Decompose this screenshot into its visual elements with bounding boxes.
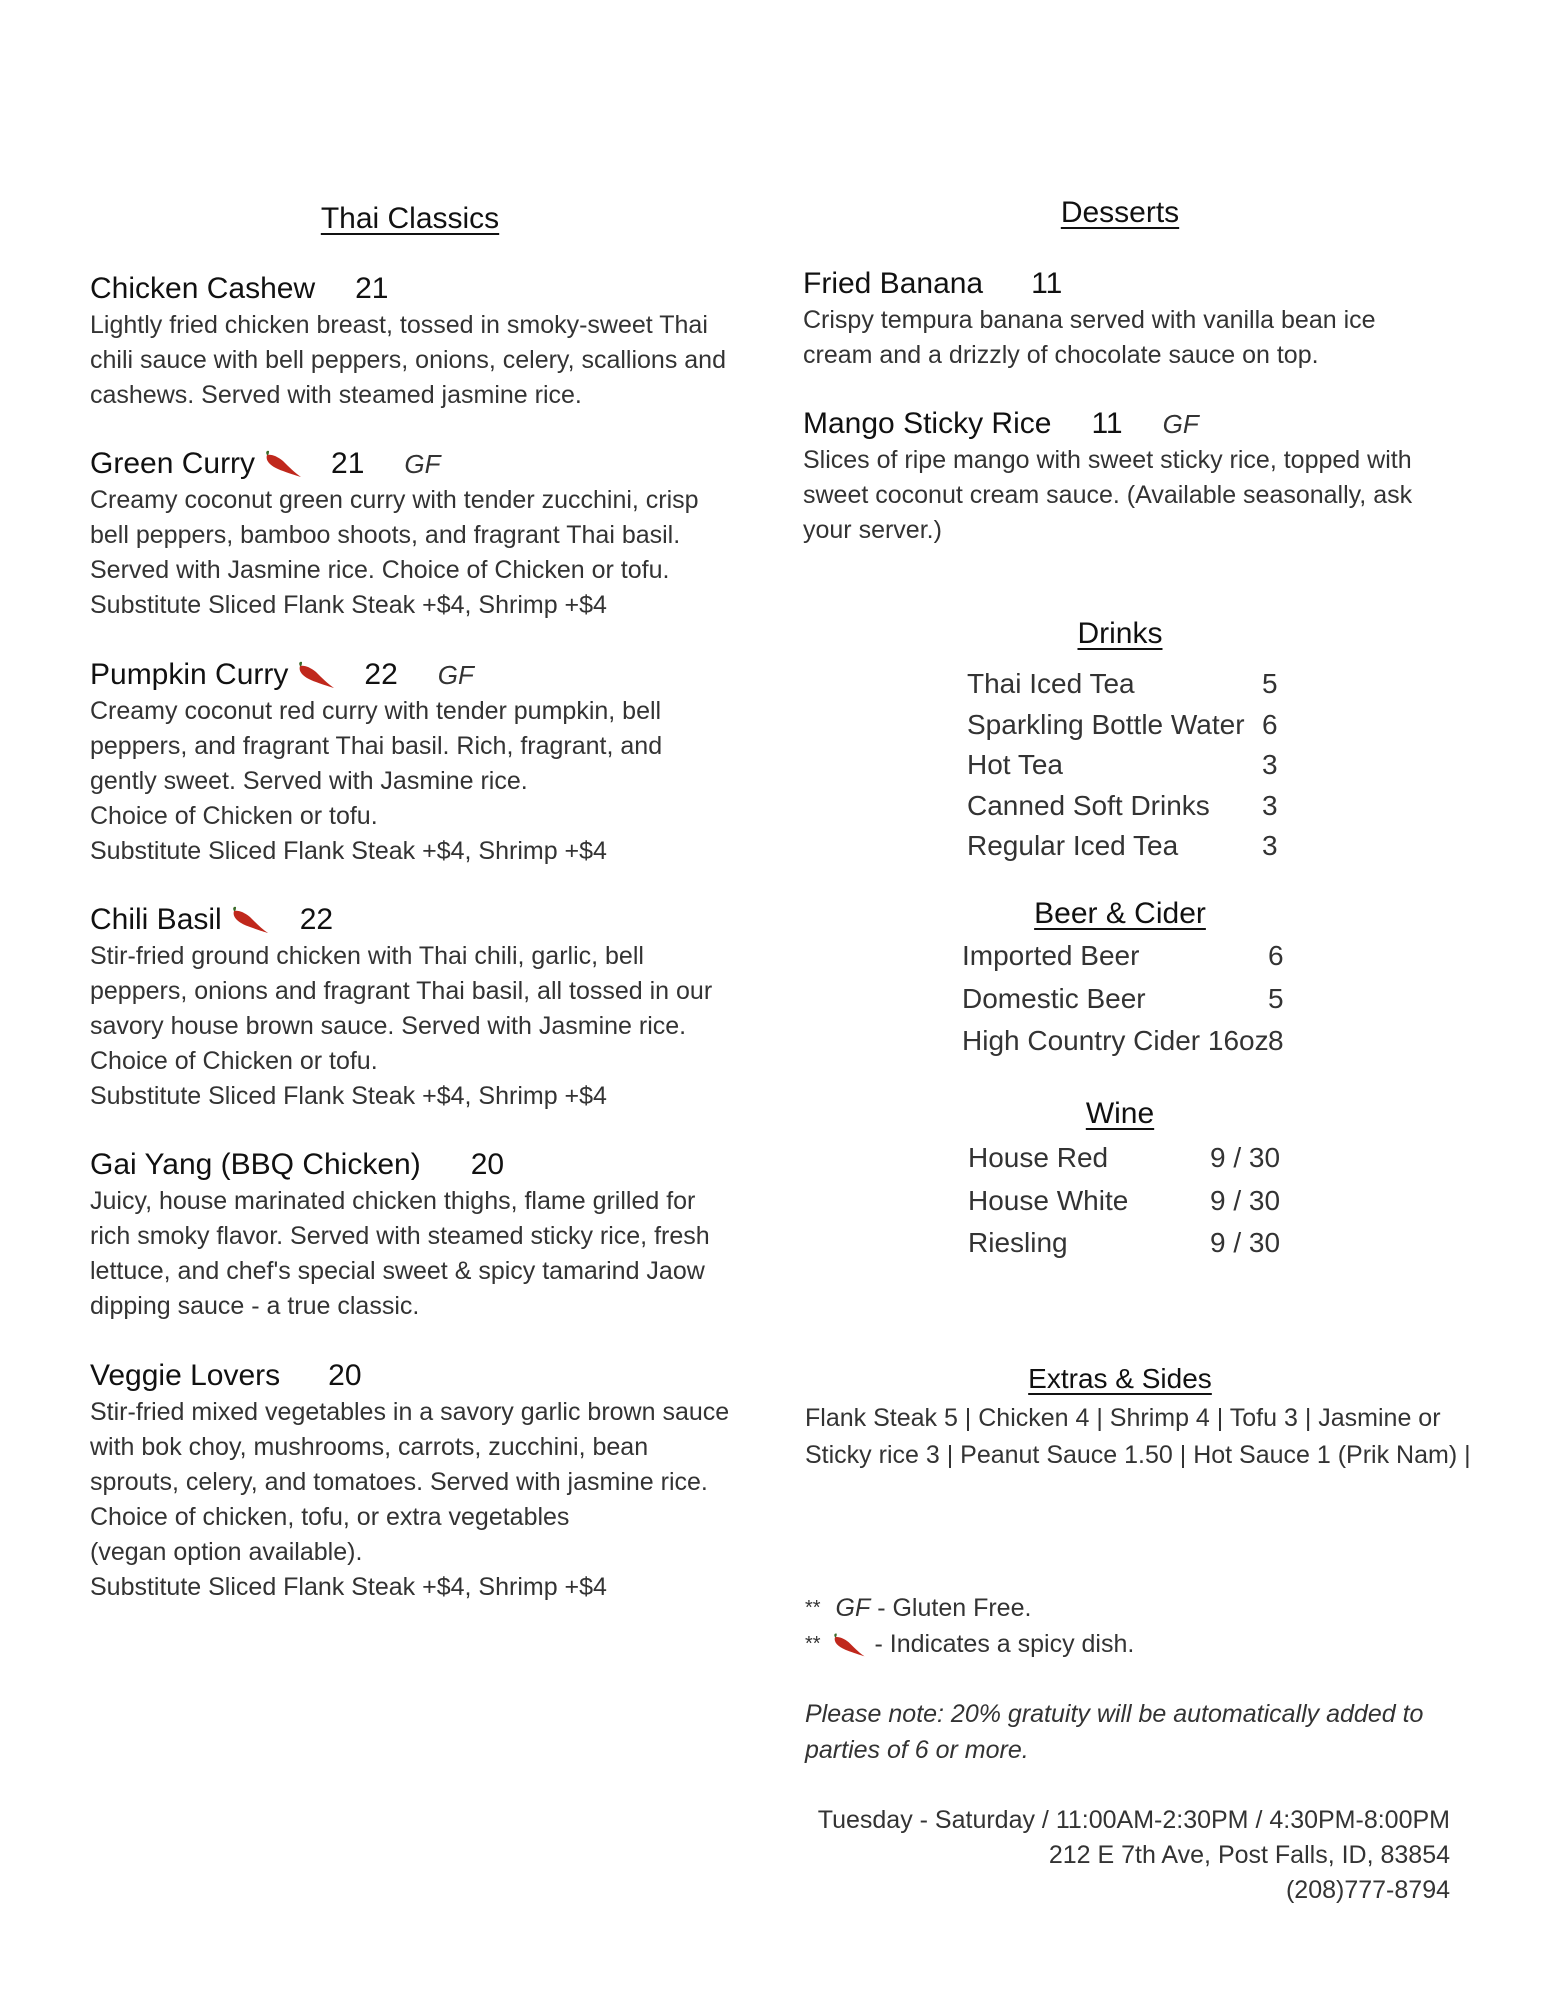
spicy-legend xyxy=(805,1626,1505,1662)
menu-item-price: 22 xyxy=(364,658,398,691)
menu-item-name: Chili Basil xyxy=(90,903,222,936)
gluten-free-badge: GF xyxy=(1162,408,1199,439)
menu-item-name: Chicken Cashew xyxy=(90,272,316,305)
chili-pepper-icon xyxy=(828,1632,868,1658)
menu-item-name: Mango Sticky Rice xyxy=(803,407,1052,440)
description-line: Creamy coconut green curry with tender zucchini, crisp xyxy=(90,486,699,514)
menu-item-name: Pumpkin Curry xyxy=(90,658,289,691)
menu-item-name: Veggie Lovers xyxy=(90,1359,281,1392)
menu-item-header xyxy=(90,270,750,308)
drinks-name: Thai Iced Tea xyxy=(967,668,1135,699)
gf-legend-text: - Gluten Free. xyxy=(877,1594,1032,1622)
drinks-name: Hot Tea xyxy=(967,749,1063,780)
beer-cider-title: Beer & Cider xyxy=(1034,897,1206,930)
beer-price: 6 xyxy=(1268,940,1284,971)
description-line: Crispy tempura banana served with vanilla bean ice xyxy=(803,306,1376,334)
description-line: Choice of chicken, tofu, or extra vegetables xyxy=(90,1503,570,1531)
gf-legend xyxy=(805,1590,1505,1626)
description-line: Served with Jasmine rice. Choice of Chicken or tofu. xyxy=(90,556,670,584)
extras-line: Sticky rice 3 | Peanut Sauce 1.50 | Hot Sauce 1 (Prik Nam) | xyxy=(805,1441,1471,1469)
menu-item-description xyxy=(90,1184,750,1324)
chili-pepper-icon xyxy=(261,449,303,479)
beer-price: 8 xyxy=(1268,1025,1284,1056)
menu-item xyxy=(803,265,1503,373)
description-line: savory house brown sauce. Served with Jasmine rice. xyxy=(90,1012,687,1040)
chili-pepper-icon xyxy=(294,660,336,690)
gluten-free-badge: GF xyxy=(437,659,474,690)
description-line: (vegan option available). xyxy=(90,1538,363,1566)
desserts-title: Desserts xyxy=(1060,196,1180,229)
description-line: Substitute Sliced Flank Steak +$4, Shrimp +$4 xyxy=(90,837,607,865)
wine-title: Wine xyxy=(1085,1097,1155,1130)
description-line: with bok choy, mushrooms, carrots, zucchini, bean xyxy=(90,1433,649,1461)
menu-item xyxy=(90,656,750,869)
menu-item-price: 22 xyxy=(299,903,334,936)
menu-item-price: 11 xyxy=(1031,267,1063,300)
menu-item-header xyxy=(90,901,750,939)
gratuity-line: Please note: 20% gratuity will be automatically added to xyxy=(805,1700,1424,1728)
drinks-name: Sparkling Bottle Water xyxy=(967,708,1245,740)
menu-item-header xyxy=(803,405,1503,443)
menu-item-name: Green Curry xyxy=(90,447,256,480)
chili-pepper-icon xyxy=(228,905,270,935)
menu-item xyxy=(90,1357,750,1605)
menu-item xyxy=(90,445,750,623)
beer-price: 5 xyxy=(1268,982,1284,1014)
description-line: Substitute Sliced Flank Steak +$4, Shrimp +$4 xyxy=(90,1573,607,1601)
description-line: Substitute Sliced Flank Steak +$4, Shrimp +$4 xyxy=(90,1082,607,1110)
drinks-name: Canned Soft Drinks xyxy=(967,789,1210,821)
description-line: chili sauce with bell peppers, onions, celery, scallions and xyxy=(90,346,726,374)
menu-item-header xyxy=(90,1357,750,1395)
address: 212 E 7th Ave, Post Falls, ID, 83854 xyxy=(1048,1841,1450,1869)
menu-item xyxy=(90,1146,750,1324)
menu-item-description xyxy=(90,939,750,1114)
description-line: gently sweet. Served with Jasmine rice. xyxy=(90,767,528,795)
description-line: Choice of Chicken or tofu. xyxy=(90,802,378,830)
description-line: Stir-fried ground chicken with Thai chili, garlic, bell xyxy=(90,942,644,970)
description-line: Creamy coconut red curry with tender pumpkin, bell xyxy=(90,697,662,725)
menu-item-name: Fried Banana xyxy=(803,267,984,300)
description-line: bell peppers, bamboo shoots, and fragrant Thai basil. xyxy=(90,521,681,549)
menu-item-header xyxy=(90,1146,750,1184)
wine-name: House White xyxy=(968,1184,1129,1216)
thai-classics-title: Thai Classics xyxy=(320,202,500,235)
description-line: Lightly fried chicken breast, tossed in smoky-sweet Thai xyxy=(90,311,708,339)
menu-item-price: 21 xyxy=(355,272,389,305)
gf-legend-prefix: ** xyxy=(805,1597,821,1619)
menu-item-price: 11 xyxy=(1091,407,1123,440)
description-line: Juicy, house marinated chicken thighs, flame grilled for xyxy=(90,1187,696,1215)
beer-name: High Country Cider 16oz xyxy=(962,1025,1269,1056)
extras-list xyxy=(805,1400,1505,1474)
drinks-price: 3 xyxy=(1262,789,1278,821)
menu-item xyxy=(90,901,750,1114)
business-hours: Tuesday - Saturday / 11:00AM-2:30PM / 4:30PM-8:00PM xyxy=(817,1806,1450,1834)
menu-item-description xyxy=(90,694,750,869)
menu-item-name: Gai Yang (BBQ Chicken) xyxy=(90,1148,421,1181)
description-line: sprouts, celery, and tomatoes. Served with jasmine rice. xyxy=(90,1468,708,1496)
description-line: cashews. Served with steamed jasmine rice. xyxy=(90,381,582,409)
drinks-price: 5 xyxy=(1262,668,1278,699)
menu-item xyxy=(803,405,1503,548)
beer-name: Imported Beer xyxy=(962,940,1140,971)
description-line: dipping sauce - a true classic. xyxy=(90,1292,420,1320)
description-line: Stir-fried mixed vegetables in a savory garlic brown sauce xyxy=(90,1398,730,1426)
beer-name: Domestic Beer xyxy=(962,982,1146,1014)
spicy-legend-prefix: ** xyxy=(805,1633,821,1655)
menu-item-header xyxy=(803,265,1503,303)
description-line: Slices of ripe mango with sweet sticky rice, topped with xyxy=(803,446,1412,474)
wine-price: 9 / 30 xyxy=(1210,1142,1281,1173)
description-line: peppers, onions and fragrant Thai basil, all tossed in our xyxy=(90,977,713,1005)
gf-legend-code: GF xyxy=(835,1594,871,1622)
description-line: your server.) xyxy=(803,516,942,544)
gratuity-note xyxy=(805,1696,1505,1768)
menu-item-description xyxy=(803,443,1503,548)
description-line: peppers, and fragrant Thai basil. Rich, fragrant, and xyxy=(90,732,663,760)
menu-item-price: 20 xyxy=(328,1359,362,1392)
drinks-price: 6 xyxy=(1262,708,1278,740)
description-line: lettuce, and chef's special sweet & spicy tamarind Jaow xyxy=(90,1257,705,1285)
drinks-name: Regular Iced Tea xyxy=(967,830,1179,861)
menu-item-header xyxy=(90,656,750,694)
wine-name: House Red xyxy=(968,1142,1109,1173)
menu-item-description xyxy=(90,1395,750,1605)
description-line: Substitute Sliced Flank Steak +$4, Shrimp +$4 xyxy=(90,591,607,619)
description-line: sweet coconut cream sauce. (Available seasonally, ask xyxy=(803,481,1413,509)
description-line: cream and a drizzly of chocolate sauce on top. xyxy=(803,341,1319,369)
drinks-price: 3 xyxy=(1262,749,1278,780)
restaurant-info xyxy=(705,1803,1450,1908)
extras-sides-title: Extras & Sides xyxy=(1028,1363,1212,1394)
spicy-legend-text: - Indicates a spicy dish. xyxy=(874,1630,1135,1658)
legend-notes xyxy=(805,1590,1505,1768)
gratuity-line: parties of 6 or more. xyxy=(805,1736,1029,1764)
phone-number: (208)777-8794 xyxy=(1285,1876,1450,1904)
menu-item-header xyxy=(90,445,750,483)
menu-item-price: 21 xyxy=(331,447,365,480)
wine-name: Riesling xyxy=(968,1227,1068,1258)
gluten-free-badge: GF xyxy=(404,448,441,479)
menu-item-description xyxy=(90,308,750,413)
description-line: rich smoky flavor. Served with steamed sticky rice, fresh xyxy=(90,1222,710,1250)
drinks-title: Drinks xyxy=(1077,617,1163,650)
menu-item xyxy=(90,270,750,413)
drinks-price: 3 xyxy=(1262,830,1278,861)
wine-price: 9 / 30 xyxy=(1210,1227,1281,1258)
extras-line: Flank Steak 5 | Chicken 4 | Shrimp 4 | Tofu 3 | Jasmine or xyxy=(805,1404,1441,1432)
description-line: Choice of Chicken or tofu. xyxy=(90,1047,378,1075)
menu-item-price: 20 xyxy=(470,1148,505,1181)
menu-item-description xyxy=(90,483,750,623)
menu-item-description xyxy=(803,303,1503,373)
wine-price: 9 / 30 xyxy=(1210,1184,1281,1216)
